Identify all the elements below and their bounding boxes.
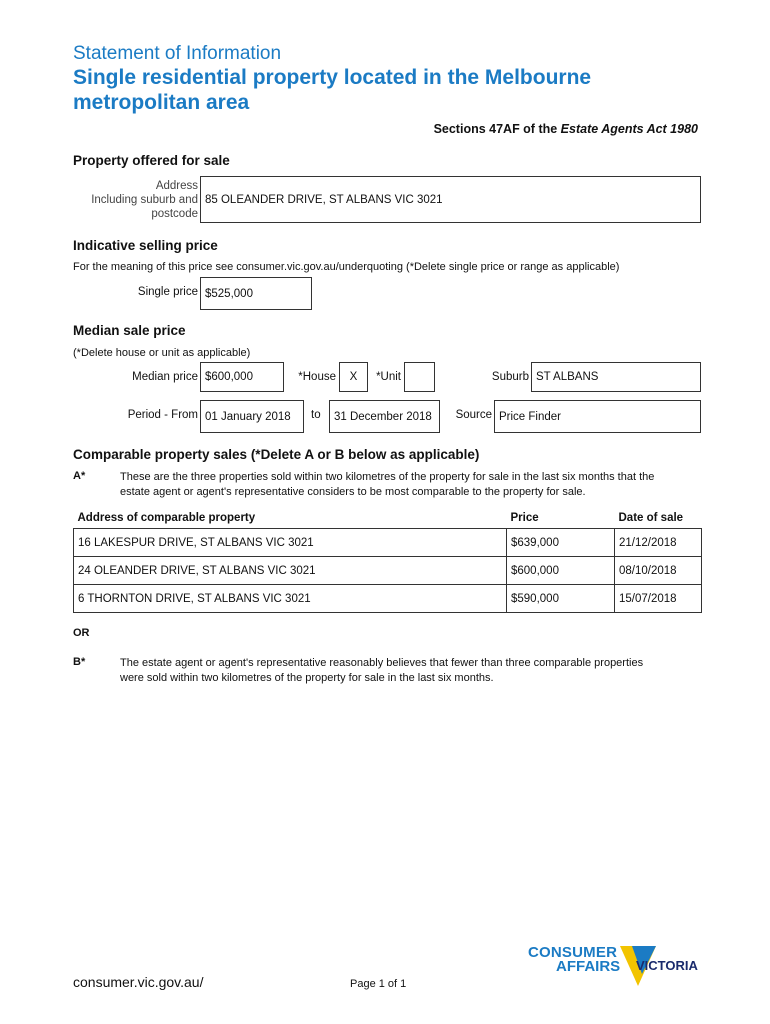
house-label: *House bbox=[298, 371, 336, 383]
row-address[interactable]: 16 LAKESPUR DRIVE, ST ALBANS VIC 3021 bbox=[74, 529, 507, 557]
address-label-line2: Including suburb and bbox=[91, 194, 198, 206]
option-b-text-line2: were sold within two kilometres of the property for sale in the last six months. bbox=[120, 672, 494, 684]
suburb-field[interactable]: ST ALBANS bbox=[531, 362, 701, 392]
suburb-label: Suburb bbox=[491, 371, 529, 383]
consumer-affairs-victoria-logo bbox=[528, 944, 704, 990]
address-label-line1: Address bbox=[155, 180, 198, 192]
col-price-header: Price bbox=[510, 512, 539, 524]
page-title-line2: metropolitan area bbox=[73, 91, 250, 114]
median-note: (*Delete house or unit as applicable) bbox=[73, 347, 251, 359]
house-checkbox[interactable]: X bbox=[339, 362, 368, 392]
row-address[interactable]: 6 THORNTON DRIVE, ST ALBANS VIC 3021 bbox=[74, 585, 507, 613]
indicative-heading: Indicative selling price bbox=[73, 238, 218, 253]
unit-checkbox[interactable] bbox=[404, 362, 435, 392]
unit-label: *Unit bbox=[376, 371, 401, 383]
row-date[interactable]: 08/10/2018 bbox=[615, 557, 702, 585]
source-field[interactable]: Price Finder bbox=[494, 400, 701, 433]
act-name: Estate Agents Act 1980 bbox=[560, 122, 698, 136]
property-heading: Property offered for sale bbox=[73, 153, 230, 168]
or-separator: OR bbox=[73, 627, 90, 639]
single-price-field[interactable]: $525,000 bbox=[200, 277, 312, 310]
source-label: Source bbox=[455, 409, 492, 421]
address-field[interactable]: 85 OLEANDER DRIVE, ST ALBANS VIC 3021 bbox=[200, 176, 701, 223]
median-heading: Median sale price bbox=[73, 323, 186, 338]
row-price[interactable]: $590,000 bbox=[507, 585, 615, 613]
address-label bbox=[91, 179, 198, 221]
indicative-note: For the meaning of this price see consumer.vic.gov.au/underquoting (*Delete single price or range as applicable) bbox=[73, 261, 620, 273]
period-from-field[interactable]: 01 January 2018 bbox=[200, 400, 304, 433]
comparable-heading: Comparable property sales (*Delete A or B below as applicable) bbox=[73, 447, 480, 462]
option-a-text-line2: estate agent or agent's representative considers to be most comparable to the property for sale. bbox=[120, 486, 586, 498]
act-reference-prefix: Sections 47AF of the bbox=[433, 122, 561, 136]
footer-url[interactable]: consumer.vic.gov.au/ bbox=[73, 974, 204, 990]
row-date[interactable]: 21/12/2018 bbox=[615, 529, 702, 557]
table-row bbox=[74, 557, 702, 585]
logo-line2: AFFAIRS bbox=[556, 958, 621, 975]
table-header-row bbox=[74, 508, 702, 529]
option-b-text-line1: The estate agent or agent's representative reasonably believes that fewer than three comparable properties bbox=[120, 657, 644, 669]
option-a-marker: A* bbox=[73, 470, 86, 482]
period-from-label: Period - From bbox=[127, 409, 198, 421]
period-to-label: to bbox=[311, 409, 321, 421]
option-a-text bbox=[120, 470, 654, 500]
row-price[interactable]: $639,000 bbox=[507, 529, 615, 557]
page-title-line1: Single residential property located in the Melbourne bbox=[73, 66, 592, 89]
single-price-label: Single price bbox=[137, 286, 198, 298]
option-b-text bbox=[120, 656, 643, 686]
table-row bbox=[74, 529, 702, 557]
comparable-table bbox=[73, 508, 702, 613]
col-date-header: Date of sale bbox=[618, 512, 684, 524]
table-row bbox=[74, 585, 702, 613]
row-address[interactable]: 24 OLEANDER DRIVE, ST ALBANS VIC 3021 bbox=[74, 557, 507, 585]
page-number: Page 1 of 1 bbox=[350, 978, 407, 990]
document-kicker: Statement of Information bbox=[73, 43, 282, 64]
option-b-marker: B* bbox=[73, 656, 86, 668]
row-date[interactable]: 15/07/2018 bbox=[615, 585, 702, 613]
logo-line3: VICTORIA bbox=[636, 958, 698, 973]
median-price-label: Median price bbox=[132, 371, 198, 383]
period-to-field[interactable]: 31 December 2018 bbox=[329, 400, 440, 433]
option-a-text-line1: These are the three properties sold within two kilometres of the property for sale in the last six months that the bbox=[120, 471, 655, 483]
address-label-line3: postcode bbox=[151, 208, 198, 220]
row-price[interactable]: $600,000 bbox=[507, 557, 615, 585]
col-address-header: Address of comparable property bbox=[77, 512, 256, 524]
median-price-field[interactable]: $600,000 bbox=[200, 362, 284, 392]
act-reference bbox=[434, 122, 698, 136]
page-title bbox=[73, 65, 591, 115]
logo-line1: CONSUMER bbox=[528, 944, 618, 961]
